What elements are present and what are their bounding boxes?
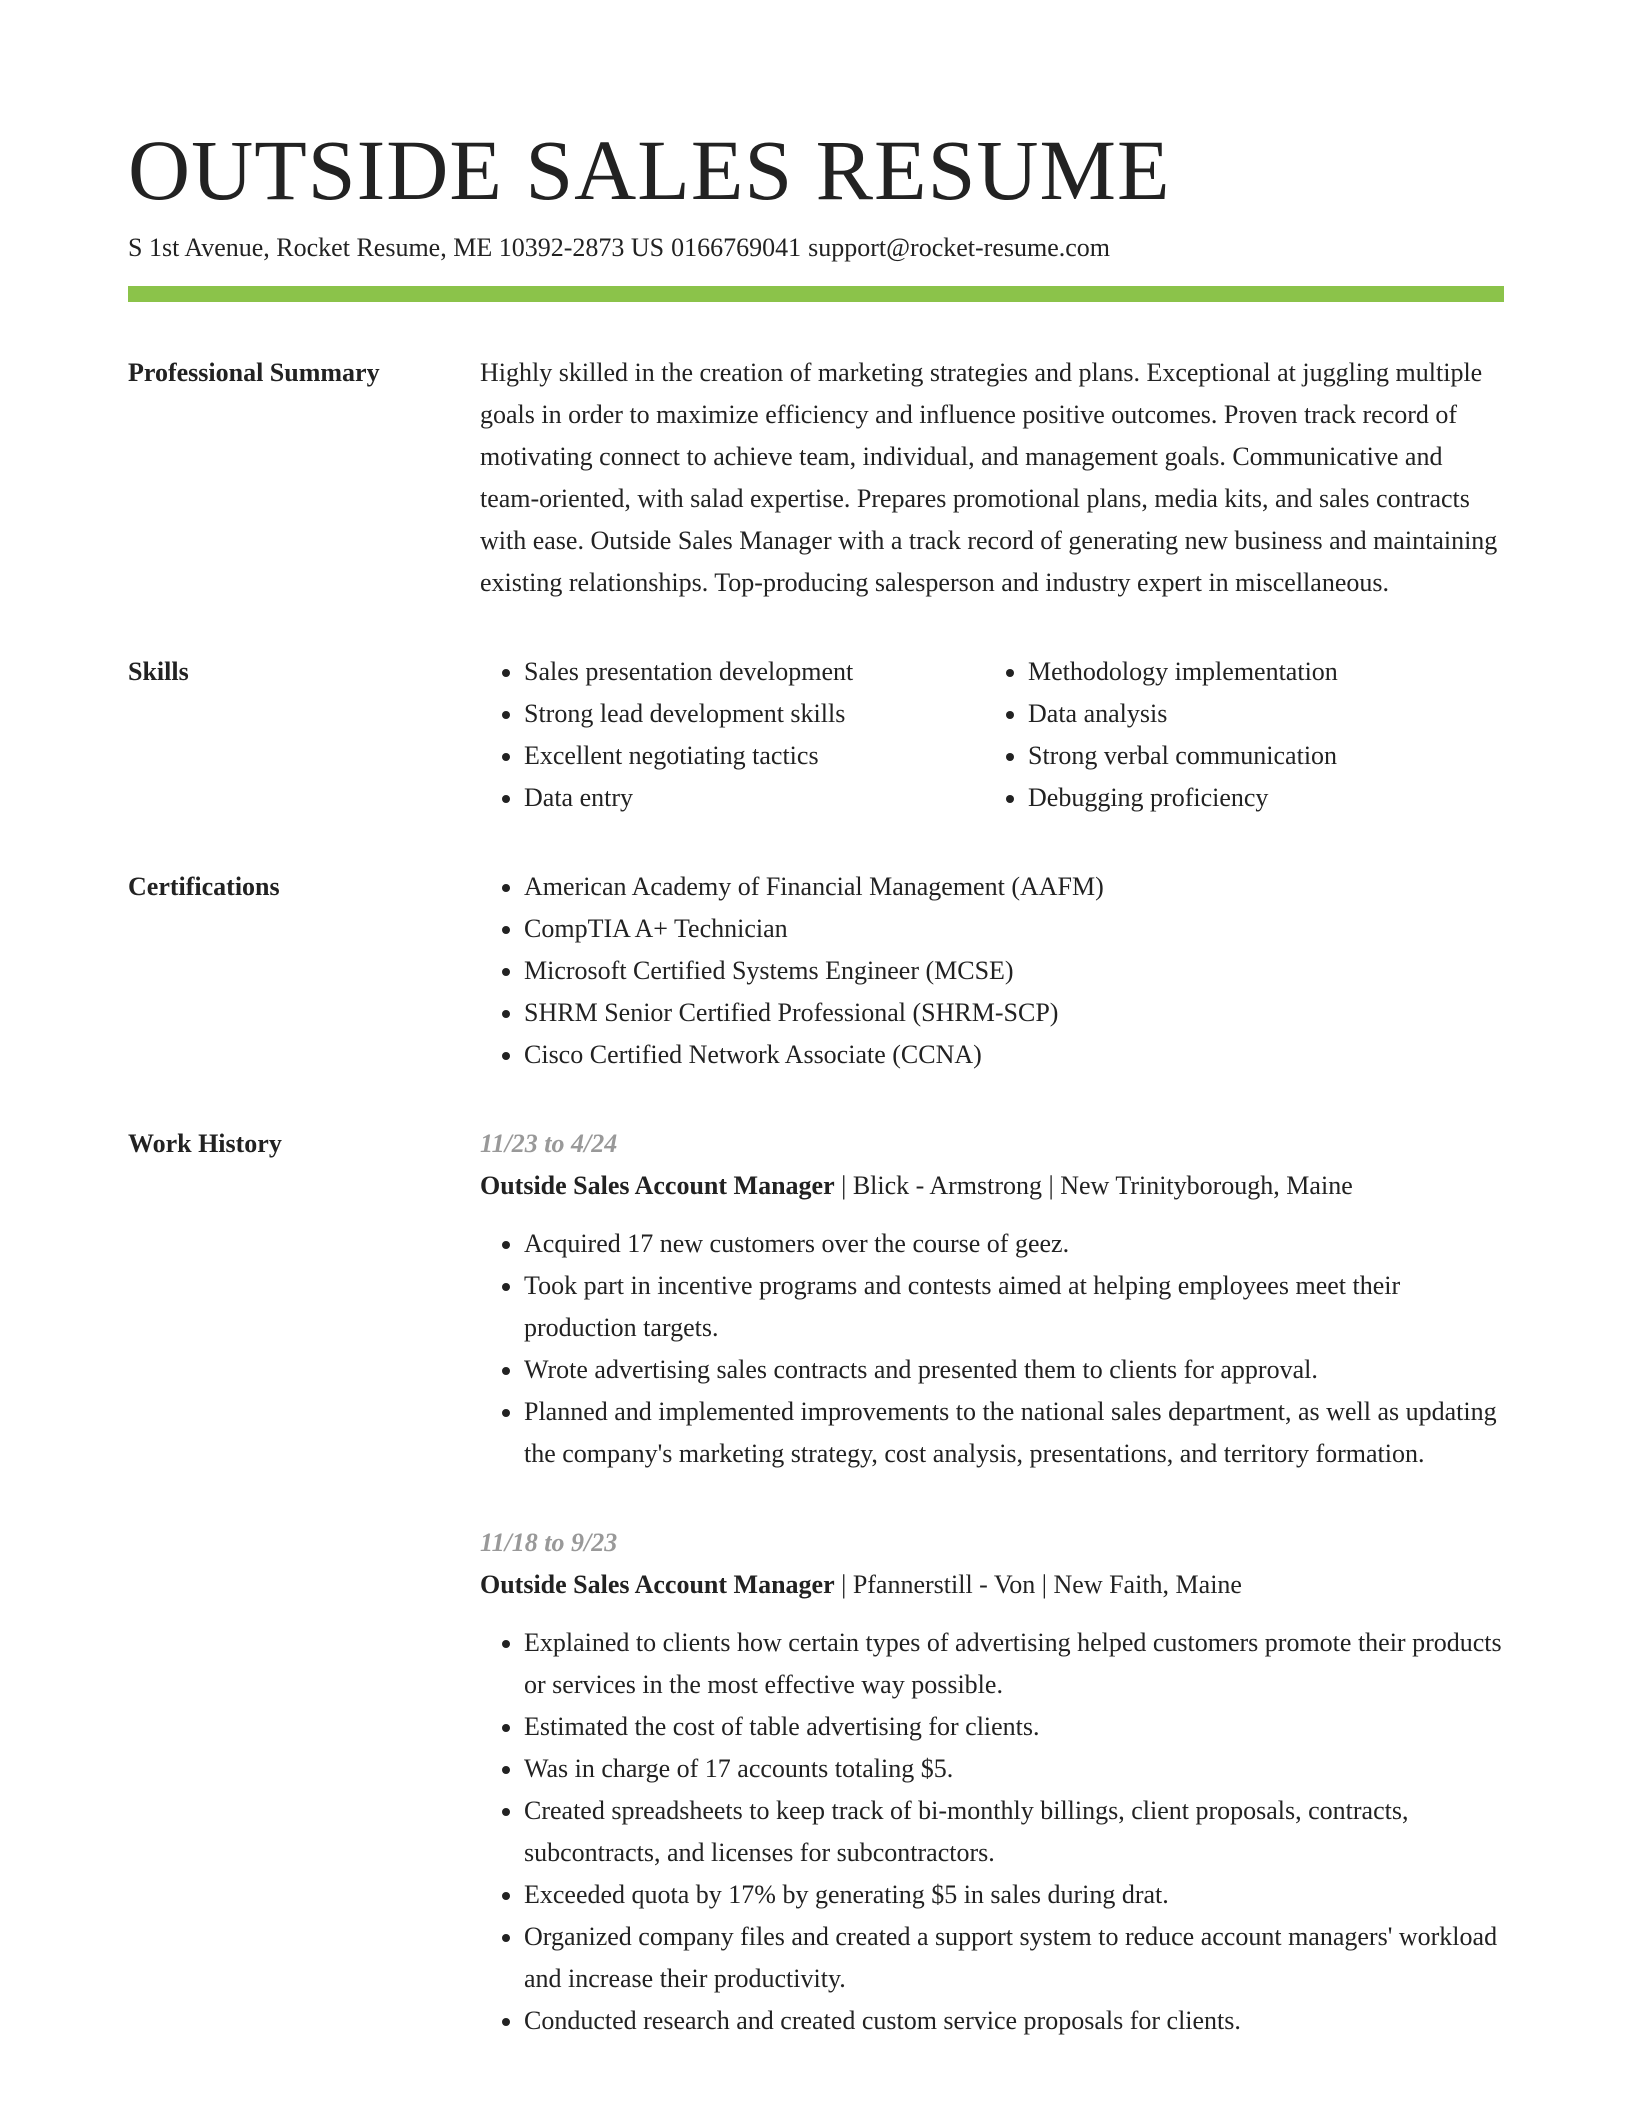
certification-item: • SHRM Senior Certified Professional (SHRM-SCP) [524, 992, 1504, 1034]
job-bullet: • Created spreadsheets to keep track of bi-monthly billings, client proposals, contracts, subcontracts, and licenses for subcontractors. [524, 1790, 1504, 1874]
skill-item: • Debugging proficiency [1028, 777, 1588, 819]
job-title: Outside Sales Account Manager [480, 1570, 835, 1599]
job-bullet: • Was in charge of 17 accounts totaling $5. [524, 1748, 1504, 1790]
skills-heading: Skills [128, 657, 189, 686]
skills-section [128, 651, 1504, 819]
skill-item: • Data analysis [1028, 693, 1588, 735]
job-heading [480, 1165, 1504, 1207]
job-bullet: • Exceeded quota by 17% by generating $5 in sales during drat. [524, 1874, 1504, 1916]
job-dates: 11/23 to 4/24 [480, 1129, 618, 1158]
job-heading [480, 1564, 1504, 1606]
job-bullet: • Organized company files and created a support system to reduce account managers' workload and increase their productivity. [524, 1916, 1504, 2000]
job-bullet: • Took part in incentive programs and contests aimed at helping employees meet their production targets. [524, 1265, 1504, 1349]
job-bullet: • Planned and implemented improvements to the national sales department, as well as updating the company's marketing strategy, cost analysis, presentations, and territory formation. [524, 1391, 1504, 1475]
contact-email: support@rocket-resume.com [808, 233, 1111, 262]
job-bullet: • Wrote advertising sales contracts and presented them to clients for approval. [524, 1349, 1504, 1391]
job-bullet: • Estimated the cost of table advertising for clients. [524, 1706, 1504, 1748]
job-bullets [480, 1223, 1504, 1475]
job-entry [480, 1123, 1504, 1475]
job-entry [480, 1522, 1504, 2042]
skill-item: • Excellent negotiating tactics [524, 735, 984, 777]
contact-phone: 0166769041 [671, 233, 802, 262]
summary-text: Highly skilled in the creation of marketing strategies and plans. Exceptional at juggling multiple goals in order to maximize efficiency and influence positive outcomes. Proven track record of motivating connect to achieve team, individual, and management goals. Communicative and team-oriented, with salad expertise. Prepares promotional plans, media kits, and sales contracts with ease. Outside Sales Manager with a track record of generating new business and maintaining existing relationships. Top-producing salesperson and industry expert in miscellaneous. [480, 358, 1498, 597]
job-company-location: | Pfannerstill - Von | New Faith, Maine [834, 1570, 1242, 1599]
resume-page [128, 0, 1504, 2042]
job-bullet: • Conducted research and created custom service proposals for clients. [524, 2000, 1504, 2042]
work-history-section [128, 1123, 1504, 2042]
skill-item: • Sales presentation development [524, 651, 984, 693]
summary-section [128, 352, 1504, 604]
skills-column-2 [984, 651, 1588, 819]
summary-heading: Professional Summary [128, 358, 380, 387]
job-bullet: • Acquired 17 new customers over the course of geez. [524, 1223, 1504, 1265]
job-company-location: | Blick - Armstrong | New Trinityborough, Maine [834, 1171, 1353, 1200]
certification-item: • American Academy of Financial Management (AAFM) [524, 866, 1504, 908]
skill-item: • Data entry [524, 777, 984, 819]
certification-item: • Cisco Certified Network Associate (CCNA) [524, 1034, 1504, 1076]
skill-item: • Strong lead development skills [524, 693, 984, 735]
contact-address: S 1st Avenue, Rocket Resume, ME 10392-2873 US [128, 233, 665, 262]
certification-item: • CompTIA A+ Technician [524, 908, 1504, 950]
job-title: Outside Sales Account Manager [480, 1171, 835, 1200]
skill-item: • Methodology implementation [1028, 651, 1588, 693]
resume-title: OUTSIDE SALES RESUME [128, 122, 1171, 218]
skills-column-1 [480, 651, 984, 819]
certifications-section [128, 866, 1504, 1076]
header-divider [128, 286, 1504, 302]
certifications-heading: Certifications [128, 872, 280, 901]
job-dates: 11/18 to 9/23 [480, 1528, 618, 1557]
job-bullet: • Explained to clients how certain types of advertising helped customers promote their products or services in the most effective way possible. [524, 1622, 1504, 1706]
skill-item: • Strong verbal communication [1028, 735, 1588, 777]
contact-line [128, 230, 1504, 266]
certifications-list [480, 866, 1504, 1076]
work-history-heading: Work History [128, 1129, 282, 1158]
certification-item: • Microsoft Certified Systems Engineer (MCSE) [524, 950, 1504, 992]
job-bullets [480, 1622, 1504, 2042]
